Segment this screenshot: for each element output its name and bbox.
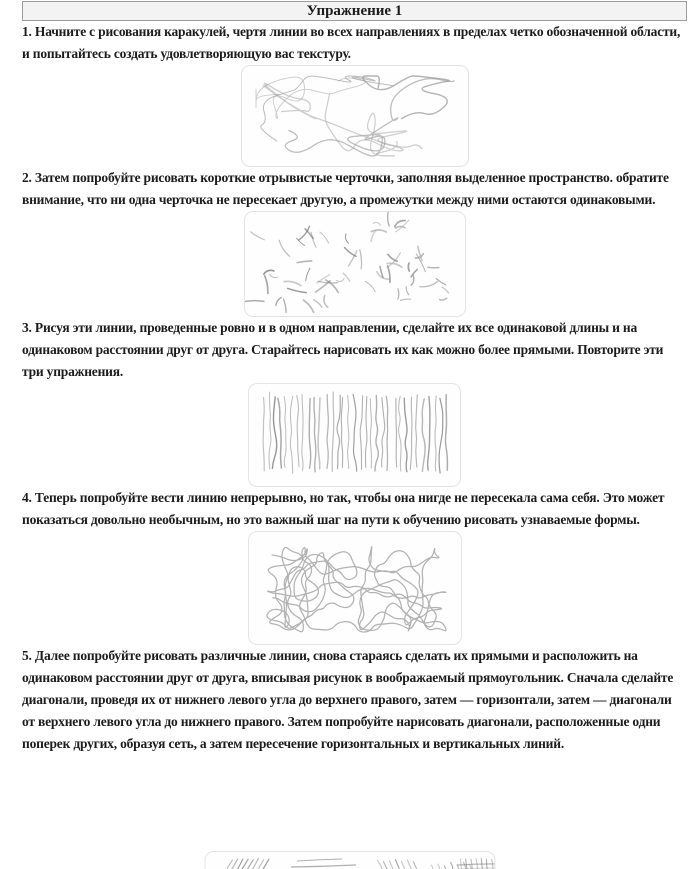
figure-continuous-line-sample — [248, 531, 462, 645]
mixed-hatching-drawing — [206, 852, 495, 869]
instruction-paragraph-1: 1. Начните с рисования каракулей, чертя линии во всех направлениях в пределах четко обозначенной области, и попытайтесь создать удовлетворяющую вас текстуру. — [22, 24, 681, 61]
figure-short-strokes-sample — [244, 211, 466, 317]
instruction-paragraph-5: 5. Далее попробуйте рисовать различные линии, снова стараясь сделать их прямыми и расположить на одинаковом расстоянии друг от друга, вписывая рисунок в воображаемый прямоугольник. Сначала сделайте диагонали, проведя их от нижнего левого угла до верхнего правого, затем — горизонтали, затем — диагонали от верхнего левого угла до нижнего правого. Затем попробуйте нарисовать диагонали, расположенные одни поперек других, образуя сеть, а затем пересечение горизонтальных и вертикальных линий. — [22, 648, 674, 751]
short-strokes-drawing — [245, 212, 465, 316]
scribble-drawing — [242, 66, 468, 166]
instruction-paragraph-2: 2. Затем попробуйте рисовать короткие отрывистые черточки, заполняя выделенное пространство. обратите внимание, что ни одна черточка не пересекает другую, а промежутки между ними остаются одинаковыми. — [22, 170, 669, 207]
vertical-lines-drawing — [249, 384, 460, 486]
figure-mixed-hatching-sample — [205, 851, 496, 869]
instruction-paragraph-4: 4. Теперь попробуйте вести линию непрерывно, но так, чтобы она нигде не пересекала сама себя. Это может показаться довольно необычным, но это важный шаг на пути к обучению рисовать узнаваемые формы. — [22, 490, 665, 527]
exercise-title: Упражнение 1 — [22, 1, 687, 21]
figure-vertical-lines-sample — [248, 383, 461, 487]
figure-scribble-sample — [241, 65, 469, 167]
continuous-line-drawing — [249, 532, 461, 644]
instruction-paragraph-3: 3. Рисуя эти линии, проведенные ровно и в одном направлении, сделайте их все одинаковой длины и на одинаковом расстоянии друг от друга. Старайтесь нарисовать их как можно более прямыми. Повторите эти три упражнения. — [22, 320, 664, 379]
